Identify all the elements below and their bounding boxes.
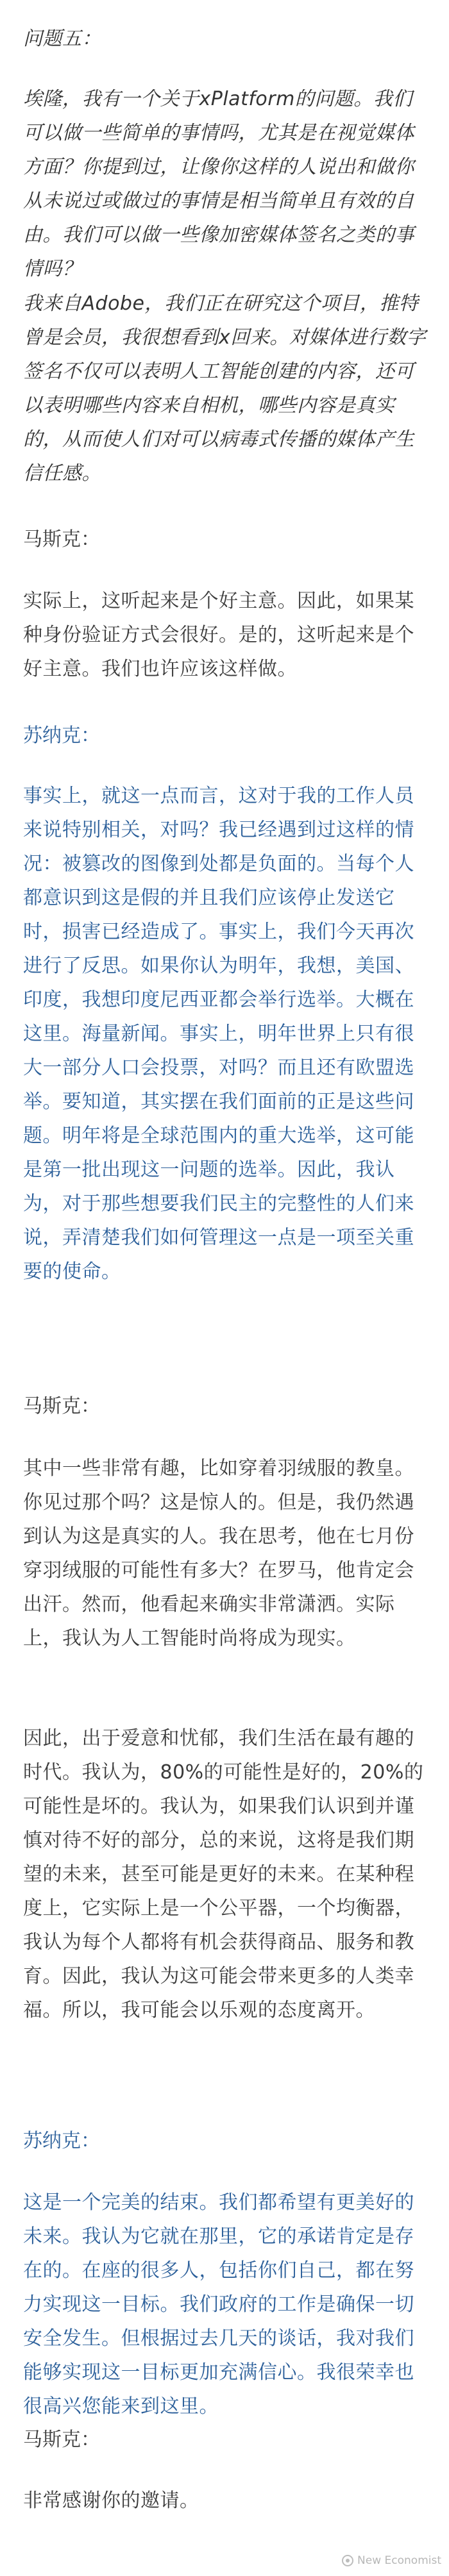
speaker-musk-2: 马斯克： xyxy=(23,1395,100,1418)
watermark-text: New Economist xyxy=(357,2554,441,2567)
speaker-musk-1: 马斯克： xyxy=(23,528,100,551)
sunak-reply-1: 事实上，就这一点而言，这对于我的工作人员来说特别相关，对吗？我已经遇到过这样的情况：被篡改的图像到处都是负面的。当每个人都意识到这是假的并且我们应该停止发送它时，损害已经造成了。事实上，我们今天再次进行了反思。如果你认为明年，我想，美国、印度，我想印度尼西亚都会举行选举。大概在这里。海量新闻。事实上，明年世界上只有很大一部分人口会投票，对吗？而且还有欧盟选举。要知道，其实摆在我们面前的正是这些问题。明年将是全球范围内的重大选举，这可能是第一批出现这一问题的选举。因此，我认为，对于那些想要我们民主的完整性的人们来说，弄清楚我们如何管理这一点是一项至关重要的使命。 xyxy=(23,785,414,1283)
speaker-sunak-1: 苏纳克： xyxy=(23,724,100,747)
musk-reply-2a: 其中一些非常有趣，比如穿着羽绒服的教皇。你见过那个吗？这是惊人的。但是，我仍然遇到认为这是真实的人。我在思考，他在七月份穿羽绒服的可能性有多大？在罗马，他肯定会出汗。然而，他看起来确实非常潇洒。实际上，我认为人工智能时尚将成为现实。 xyxy=(23,1457,414,1650)
question-followup: 我来自Adobe，我们正在研究这个项目，推特曾是会员，我很想看到x回来。对媒体进行数字签名不仅可以表明人工智能创建的内容，还可以表明哪些内容来自相机，哪些内容是真实的，从而使人们对可以病毒式传播的媒体产生信任感。 xyxy=(23,292,427,485)
sunak-reply-2: 这是一个完美的结束。我们都希望有更美好的未来。我认为它就在那里，它的承诺肯定是存在的。在座的很多人，包括你们自己，都在努力实现这一目标。我们政府的工作是确保一切安全发生。但根据过去几天的谈话，我对我们能够实现这一目标更加充满信心。我很荣幸也很高兴您能来到这里。 xyxy=(23,2191,414,2418)
musk-reply-3: 非常感谢你的邀请。 xyxy=(23,2489,199,2512)
wechat-logo-icon xyxy=(342,2555,353,2566)
speaker-sunak-2: 苏纳克： xyxy=(23,2130,100,2152)
speaker-musk-3: 马斯克： xyxy=(23,2429,100,2451)
watermark xyxy=(342,2554,441,2567)
musk-reply-2b: 因此，出于爱意和忧郁，我们生活在最有趣的时代。我认为，80%的可能性是好的，20%的可能性是坏的。我认为，如果我们认识到并谨慎对待不好的部分，总的来说，这将是我们期望的未来，甚至可能是更好的未来。在某种程度上，它实际上是一个公平器，一个均衡器，我认为每个人都将有机会获得商品、服务和教育。因此，我认为这可能会带来更多的人类幸福。所以，我可能会以乐观的态度离开。 xyxy=(23,1727,424,2021)
musk-reply-1: 实际上，这听起来是个好主意。因此，如果某种身份验证方式会很好。是的，这听起来是个好主意。我们也许应该这样做。 xyxy=(23,590,414,680)
question-text: 埃隆，我有一个关于xPlatform的问题。我们可以做一些简单的事情吗，尤其是在视觉媒体方面？你提到过，让像你这样的人说出和做你从未说过或做过的事情是相当简单且有效的自由。我们可以做一些像加密媒体签名之类的事情吗？ xyxy=(23,88,414,280)
question-heading: 问题五： xyxy=(23,28,101,50)
